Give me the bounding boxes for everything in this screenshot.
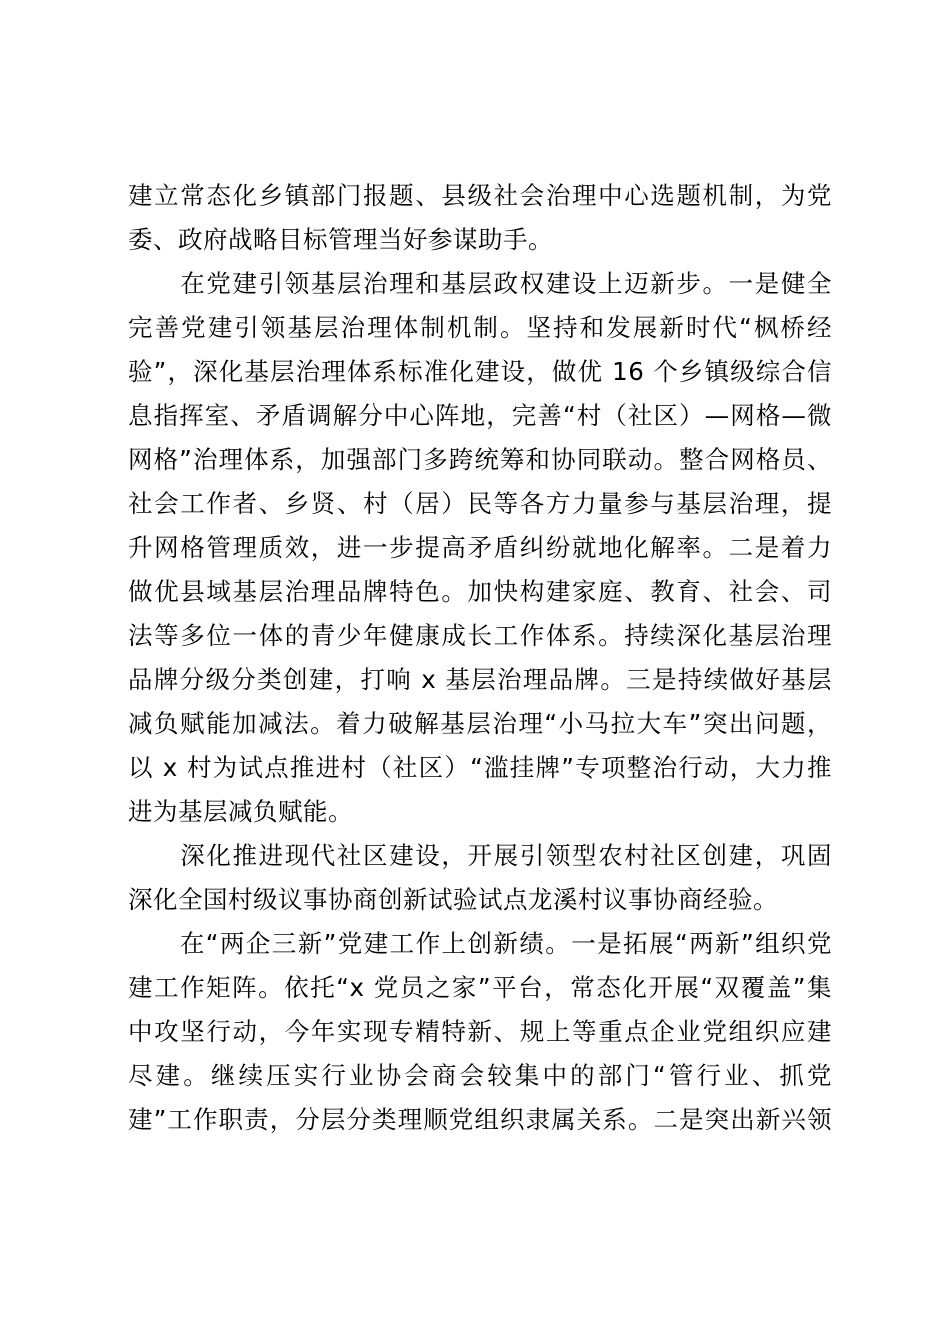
text-line: 在“两企三新”党建工作上创新绩。一是拓展“两新”组织党	[128, 929, 832, 958]
paragraph	[128, 174, 832, 262]
text-line: 中攻坚行动，今年实现专精特新、规上等重点企业党组织应建	[128, 1017, 832, 1046]
text-line: 减负赋能加减法。着力破解基层治理“小马拉大车”突出问题，	[128, 709, 832, 738]
text-line: 品牌分级分类创建，打响 x 基层治理品牌。三是持续做好基层	[128, 665, 832, 694]
paragraph	[128, 262, 832, 834]
paragraph	[128, 922, 832, 1142]
text-line: 息指挥室、矛盾调解分中心阵地，完善“村（社区）—网格—微	[128, 401, 832, 430]
text-line: 尽建。继续压实行业协会商会较集中的部门“管行业、抓党	[128, 1061, 832, 1090]
text-line: 委、政府战略目标管理当好参谋助手。	[128, 225, 553, 254]
paragraph	[128, 834, 832, 922]
text-line: 建立常态化乡镇部门报题、县级社会治理中心选题机制，为党	[128, 181, 832, 210]
text-line: 在党建引领基层治理和基层政权建设上迈新步。一是健全	[128, 269, 832, 298]
text-line: 完善党建引领基层治理体制机制。坚持和发展新时代“枫桥经	[128, 313, 832, 342]
text-line: 建”工作职责，分层分类理顺党组织隶属关系。二是突出新兴领	[128, 1105, 832, 1134]
text-line: 做优县域基层治理品牌特色。加快构建家庭、教育、社会、司	[128, 577, 832, 606]
text-line: 网格”治理体系，加强部门多跨统筹和协同联动。整合网格员、	[128, 445, 832, 474]
text-line: 社会工作者、乡贤、村（居）民等各方力量参与基层治理，提	[128, 489, 832, 518]
text-line: 建工作矩阵。依托“x 党员之家”平台，常态化开展“双覆盖”集	[128, 973, 832, 1002]
text-line: 升网格管理质效，进一步提高矛盾纠纷就地化解率。二是着力	[128, 533, 832, 562]
text-line: 深化推进现代社区建设，开展引领型农村社区创建，巩固	[128, 841, 832, 870]
text-line: 验”，深化基层治理体系标准化建设，做优 16 个乡镇级综合信	[128, 357, 832, 386]
document-body	[128, 174, 832, 1142]
text-line: 法等多位一体的青少年健康成长工作体系。持续深化基层治理	[128, 621, 832, 650]
text-line: 进为基层减负赋能。	[128, 797, 353, 826]
text-line: 深化全国村级议事协商创新试验试点龙溪村议事协商经验。	[128, 885, 778, 914]
text-line: 以 x 村为试点推进村（社区）“滥挂牌”专项整治行动，大力推	[128, 753, 832, 782]
